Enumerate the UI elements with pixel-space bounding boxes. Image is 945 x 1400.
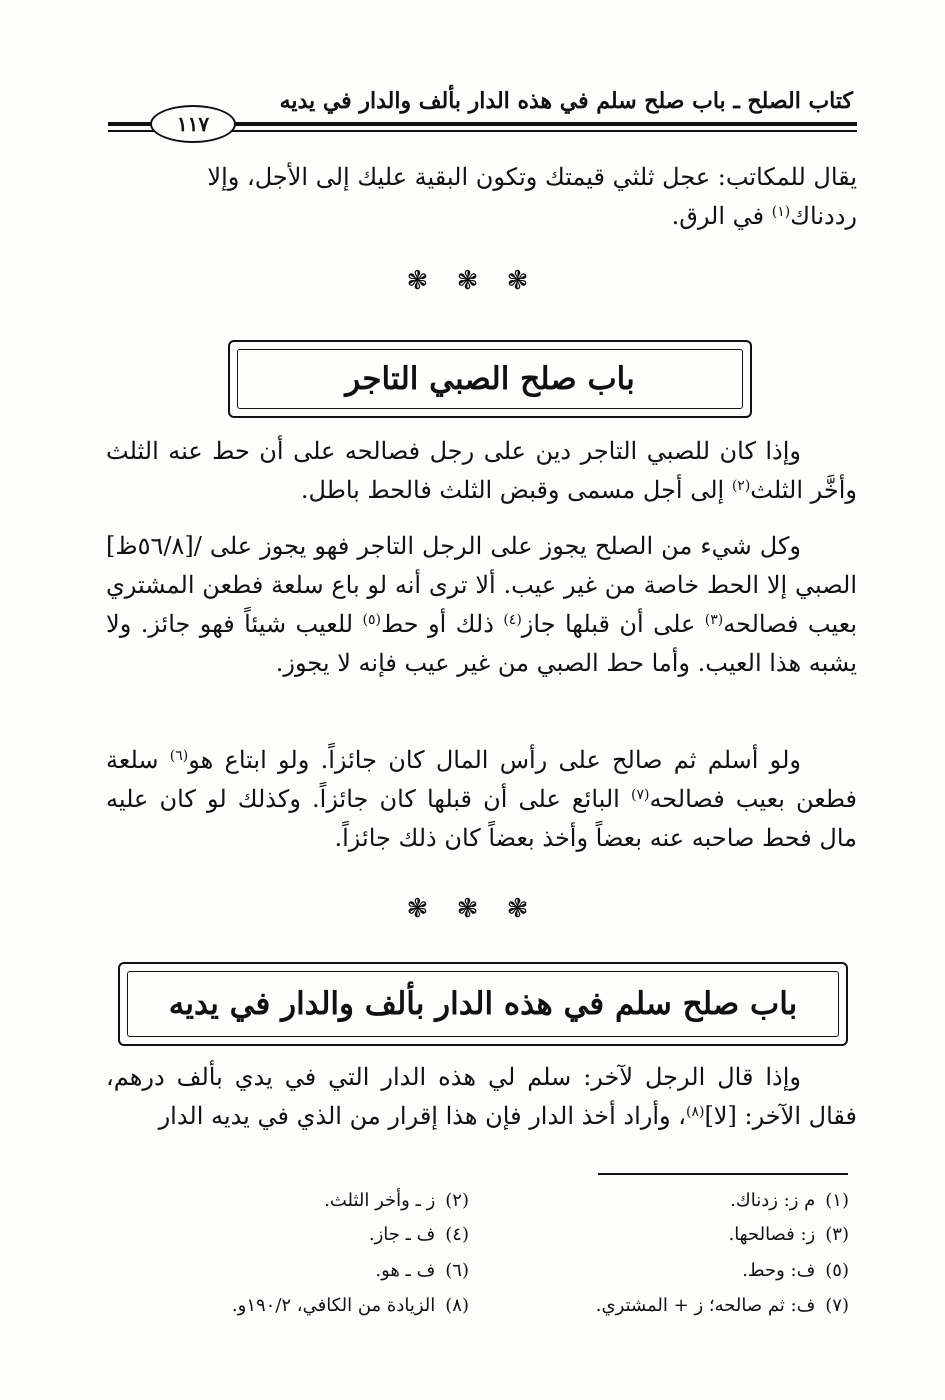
footnote-number: (٦) (445, 1260, 469, 1281)
footnote-1 (730, 1188, 849, 1214)
footnote-2 (324, 1188, 469, 1214)
paragraph-text: ذلك أو حط (380, 610, 504, 638)
footnote-text: ز: فصالحها. (728, 1224, 816, 1245)
section-separator: ❃ ❃ ❃ (406, 266, 539, 296)
paragraph-text: ولو أسلم ثم صالح على رأس المال كان جائزاً. ولو ابتاع هو (188, 746, 801, 774)
footnote-ref-4: (٤) (503, 612, 522, 628)
opening-line-2b: في الرق. (671, 202, 772, 230)
paragraph (106, 1058, 857, 1136)
paragraph-text: إلى أجل مسمى وقبض الثلث فالحط باطل. (300, 476, 732, 504)
footnote-6 (375, 1258, 469, 1284)
section-separator: ❃ ❃ ❃ (406, 894, 539, 924)
footnote-7 (596, 1293, 849, 1319)
opening-line-1: يقال للمكاتب: عجل ثلثي قيمتك وتكون البقية عليك إلى الأجل، وإلا (207, 163, 857, 191)
paragraph (106, 741, 857, 858)
footnote-4 (369, 1222, 469, 1248)
opening-line-2a: رددناك (790, 202, 857, 230)
footnote-ref-1: (١) (771, 204, 791, 220)
running-title: كتاب الصلح ـ باب صلح سلم في هذه الدار بألف والدار في يديه (279, 88, 853, 114)
chapter-heading-frame (118, 962, 848, 1046)
footnote-text: ف ـ هو. (375, 1260, 436, 1281)
footnote-ref-2: (٢) (731, 478, 751, 494)
footnote-text: ف: ثم صالحه؛ ز + المشتري. (595, 1295, 816, 1316)
footnote-8 (232, 1293, 469, 1319)
chapter-heading-frame (228, 340, 752, 418)
footnote-ref-7: (٧) (630, 787, 650, 803)
footnote-number: (٥) (825, 1260, 849, 1281)
paragraph-text: ، وأراد أخذ الدار فإن هذا إقرار من الذي في يديه الدار (158, 1102, 686, 1130)
footnote-ref-6: (٦) (169, 748, 189, 764)
footnote-number: (٤) (445, 1224, 469, 1245)
page-number: ١١٧ (150, 105, 236, 143)
paragraph-text: البائع على أن قبلها كان جائزاً. وكذلك لو كان عليه مال فحط صاحبه عنه بعضاً وأخذ بعضاً كان ذلك جائزاً. (106, 785, 857, 852)
footnote-ref-3: (٣) (704, 612, 724, 628)
footnote-number: (٣) (825, 1224, 849, 1245)
footnote-text: م ز: زدناك. (730, 1190, 816, 1211)
footnote-text: ز ـ وأخر الثلث. (324, 1190, 436, 1211)
footnote-text: ف ـ جاز. (368, 1224, 436, 1245)
paragraph-text: وكل شيء من الصلح يجوز على الرجل التاجر فهو يجوز على /[٥٦/٨ظ] الصبي إلا الحط خاصة من غير عيب. ألا ترى أنه لو باع سلعة فطعن المشتري بعيب فصالحه (106, 532, 857, 638)
footnote-number: (٧) (825, 1295, 849, 1316)
footnote-3 (728, 1222, 849, 1248)
footnote-text: الزيادة من الكافي، ١٩٠/٢و. (231, 1295, 436, 1316)
chapter-heading-inner-frame (127, 971, 839, 1037)
footnote-text: ف: وحط. (742, 1260, 816, 1281)
footnote-number: (١) (825, 1190, 849, 1211)
footnote-rule (598, 1173, 848, 1175)
footnote-ref-5: (٥) (362, 612, 381, 628)
footnote-number: (٨) (445, 1295, 469, 1316)
chapter-heading: باب صلح سلم في هذه الدار بألف والدار في يديه (168, 986, 798, 1022)
paragraph-text: للعيب شيئاً فهو جائز. ولا يشبه هذا العيب. وأما حط الصبي من غير عيب فإنه لا يجوز. (106, 610, 857, 677)
paragraph-text: على أن قبلها جاز (521, 610, 705, 638)
paragraph-text: وإذا كان للصبي التاجر دين على رجل فصالحه على أن حط عنه الثلث وأخَّر الثلث (106, 437, 857, 504)
paragraph-text: سلعة فطعن بعيب فصالحه (106, 746, 857, 813)
footnote-ref-8: (٨) (685, 1104, 705, 1120)
footnote-number: (٢) (445, 1190, 469, 1211)
paragraph-text: وإذا قال الرجل لآخر: سلم لي هذه الدار التي في يدي بألف درهم، فقال الآخر: [لا] (106, 1063, 857, 1130)
opening-paragraph (106, 158, 857, 236)
paragraph (106, 432, 857, 510)
chapter-heading-inner-frame (237, 349, 743, 409)
chapter-heading: باب صلح الصبي التاجر (345, 361, 635, 397)
footnote-5 (742, 1258, 849, 1284)
paragraph (106, 527, 857, 683)
